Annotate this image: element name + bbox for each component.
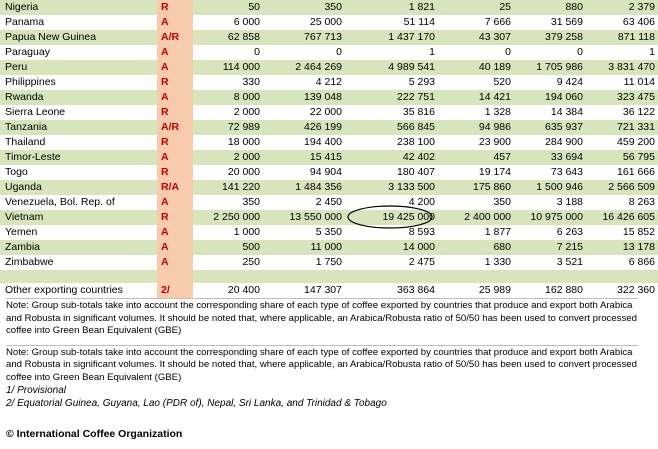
- table-row: [0, 60, 658, 75]
- value-cell: 350: [263, 0, 345, 15]
- footnote-other-countries: 2/ Equatorial Guinea, Guyana, Lao (PDR of), Nepal, Sri Lanka, and Trinidad & Tobago: [6, 398, 387, 409]
- country-cell: Rwanda: [0, 90, 157, 105]
- value-cell: 8 000: [193, 90, 263, 105]
- type-cell: 2/: [157, 283, 193, 298]
- value-cell: 284 900: [514, 135, 586, 150]
- value-cell: 2 000: [193, 105, 263, 120]
- table-row: [0, 105, 658, 120]
- table-row: [0, 15, 658, 30]
- value-cell: 1 877: [438, 225, 514, 240]
- value-cell: 25 989: [438, 283, 514, 298]
- value-cell: 5 293: [345, 75, 438, 90]
- value-cell: 194 400: [263, 135, 345, 150]
- value-cell: 500: [193, 240, 263, 255]
- value-cell: 1 437 170: [345, 30, 438, 45]
- value-cell: 9 424: [514, 75, 586, 90]
- table-row: [0, 120, 658, 135]
- value-cell: 141 220: [193, 180, 263, 195]
- value-cell: 50: [193, 0, 263, 15]
- type-cell: R: [157, 105, 193, 120]
- value-cell: 1 328: [438, 105, 514, 120]
- value-cell: 880: [514, 0, 586, 15]
- value-cell: 94 986: [438, 120, 514, 135]
- value-cell: 13 550 000: [263, 210, 345, 225]
- country-cell: Yemen: [0, 225, 157, 240]
- value-cell: 42 402: [345, 150, 438, 165]
- value-cell: 322 360: [586, 283, 658, 298]
- value-cell: 363 864: [345, 283, 438, 298]
- table-row: [0, 165, 658, 180]
- type-cell: A: [157, 15, 193, 30]
- value-cell: 350: [193, 195, 263, 210]
- value-cell: 13 178: [586, 240, 658, 255]
- value-cell: 147 307: [263, 283, 345, 298]
- value-cell: 15 852: [586, 225, 658, 240]
- value-cell: 162 880: [514, 283, 586, 298]
- value-cell: 36 122: [586, 105, 658, 120]
- value-cell: 40 189: [438, 60, 514, 75]
- value-cell: 4 212: [263, 75, 345, 90]
- value-cell: 7 215: [514, 240, 586, 255]
- country-cell: Zambia: [0, 240, 157, 255]
- country-cell: Thailand: [0, 135, 157, 150]
- value-cell: 238 100: [345, 135, 438, 150]
- note-text: Note: Group sub-totals take into account the corresponding share of each type of coffee exported by countries that produce and export both Arabica and Robusta in significant volumes. It should be noted that, where applicable, an Arabica/Robusta ratio of 50/50 has been used to convert processed coffee into Green Bean Equivalent (GBE): [6, 346, 637, 383]
- type-cell: A: [157, 195, 193, 210]
- value-cell: 721 331: [586, 120, 658, 135]
- country-cell: Other exporting countries: [0, 283, 157, 298]
- value-cell: 63 406: [586, 15, 658, 30]
- country-cell: Paraguay: [0, 45, 157, 60]
- value-cell: 2 475: [345, 255, 438, 270]
- value-cell: 3 133 500: [345, 180, 438, 195]
- value-cell: 6 866: [586, 255, 658, 270]
- country-cell: Philippines: [0, 75, 157, 90]
- value-cell: 161 666: [586, 165, 658, 180]
- value-cell: 139 048: [263, 90, 345, 105]
- value-cell: 0: [263, 45, 345, 60]
- table-row: [0, 135, 658, 150]
- country-cell: Peru: [0, 60, 157, 75]
- value-cell: 8 263: [586, 195, 658, 210]
- type-cell: R: [157, 0, 193, 15]
- type-cell: A: [157, 150, 193, 165]
- value-cell: 8 593: [345, 225, 438, 240]
- value-cell: 14 384: [514, 105, 586, 120]
- country-cell: Togo: [0, 165, 157, 180]
- type-cell: A: [157, 45, 193, 60]
- table-row: [0, 75, 658, 90]
- value-cell: 1 705 986: [514, 60, 586, 75]
- value-cell: 459 200: [586, 135, 658, 150]
- value-cell: 31 569: [514, 15, 586, 30]
- value-cell: 680: [438, 240, 514, 255]
- value-cell: 11 000: [263, 240, 345, 255]
- value-cell: 222 751: [345, 90, 438, 105]
- copyright-text: © International Coffee Organization: [6, 428, 183, 440]
- value-cell: 15 415: [263, 150, 345, 165]
- value-cell: 2 250 000: [193, 210, 263, 225]
- value-cell: 16 426 605: [586, 210, 658, 225]
- value-cell: 3 831 470: [586, 60, 658, 75]
- value-cell: 22 000: [263, 105, 345, 120]
- country-cell: Tanzania: [0, 120, 157, 135]
- table-row: [0, 240, 658, 255]
- value-cell: 6 000: [193, 15, 263, 30]
- table-row: [0, 255, 658, 270]
- other-countries-row: [0, 283, 658, 298]
- type-cell: A: [157, 255, 193, 270]
- value-cell: 19 174: [438, 165, 514, 180]
- value-cell: 56 795: [586, 150, 658, 165]
- value-cell: 1 821: [345, 0, 438, 15]
- value-cell: 62 858: [193, 30, 263, 45]
- value-cell: 11 014: [586, 75, 658, 90]
- value-cell: 10 975 000: [514, 210, 586, 225]
- value-cell: 2 566 509: [586, 180, 658, 195]
- footnote-provisional: 1/ Provisional: [6, 385, 67, 396]
- value-cell: 35 816: [345, 105, 438, 120]
- value-cell: 3 521: [514, 255, 586, 270]
- value-cell: 5 350: [263, 225, 345, 240]
- type-cell: A: [157, 90, 193, 105]
- value-cell: 2 464 269: [263, 60, 345, 75]
- value-cell: 1 484 356: [263, 180, 345, 195]
- value-cell: 1 500 946: [514, 180, 586, 195]
- type-cell: A/R: [157, 120, 193, 135]
- country-cell: Papua New Guinea: [0, 30, 157, 45]
- country-cell: Nigeria: [0, 0, 157, 15]
- value-cell: 19 425 000: [345, 210, 438, 225]
- value-cell: 14 000: [345, 240, 438, 255]
- table-row: [0, 225, 658, 240]
- value-cell: 180 407: [345, 165, 438, 180]
- type-cell: R: [157, 75, 193, 90]
- type-cell: A: [157, 60, 193, 75]
- value-cell: 1: [345, 45, 438, 60]
- value-cell: 23 900: [438, 135, 514, 150]
- value-cell: 635 937: [514, 120, 586, 135]
- value-cell: 2 400 000: [438, 210, 514, 225]
- value-cell: 4 989 541: [345, 60, 438, 75]
- value-cell: 379 258: [514, 30, 586, 45]
- value-cell: 1 000: [193, 225, 263, 240]
- value-cell: 2 379: [586, 0, 658, 15]
- value-cell: 1 750: [263, 255, 345, 270]
- country-cell: Sierra Leone: [0, 105, 157, 120]
- value-cell: 0: [514, 45, 586, 60]
- value-cell: 114 000: [193, 60, 263, 75]
- value-cell: 51 114: [345, 15, 438, 30]
- value-cell: 323 475: [586, 90, 658, 105]
- table-row: [0, 30, 658, 45]
- table-row: [0, 195, 658, 210]
- value-cell: 20 400: [193, 283, 263, 298]
- value-cell: 33 694: [514, 150, 586, 165]
- value-cell: 18 000: [193, 135, 263, 150]
- table-row: [0, 90, 658, 105]
- value-cell: 2 450: [263, 195, 345, 210]
- value-cell: 20 000: [193, 165, 263, 180]
- note-text: Note: Group sub-totals take into account the corresponding share of each type of coffee exported by countries that produce and export both Arabica and Robusta in significant volumes. It should be noted that, where applicable, an Arabica/Robusta ratio of 50/50 has been used to convert processed coffee into Green Bean Equivalent (GBE): [6, 300, 637, 336]
- type-cell: R: [157, 135, 193, 150]
- spacer-row: [0, 270, 658, 283]
- type-cell: A: [157, 225, 193, 240]
- value-cell: 2 000: [193, 150, 263, 165]
- value-cell: 520: [438, 75, 514, 90]
- value-cell: 0: [193, 45, 263, 60]
- value-cell: 1: [586, 45, 658, 60]
- type-cell: A: [157, 240, 193, 255]
- value-cell: 457: [438, 150, 514, 165]
- value-cell: 6 263: [514, 225, 586, 240]
- value-cell: 25: [438, 0, 514, 15]
- type-cell: R: [157, 210, 193, 225]
- value-cell: 194 060: [514, 90, 586, 105]
- value-cell: 350: [438, 195, 514, 210]
- value-cell: 330: [193, 75, 263, 90]
- value-cell: 175 860: [438, 180, 514, 195]
- country-cell: Vietnam: [0, 210, 157, 225]
- value-cell: 767 713: [263, 30, 345, 45]
- value-cell: 3 188: [514, 195, 586, 210]
- type-cell: R/A: [157, 180, 193, 195]
- notes-section: [6, 298, 638, 410]
- value-cell: 7 666: [438, 15, 514, 30]
- table-row: [0, 180, 658, 195]
- table-row: [0, 45, 658, 60]
- value-cell: 871 118: [586, 30, 658, 45]
- value-cell: 25 000: [263, 15, 345, 30]
- value-cell: 43 307: [438, 30, 514, 45]
- value-cell: 72 989: [193, 120, 263, 135]
- table-row: [0, 210, 658, 225]
- value-cell: 0: [438, 45, 514, 60]
- country-cell: Zimbabwe: [0, 255, 157, 270]
- value-cell: 566 845: [345, 120, 438, 135]
- value-cell: 1 330: [438, 255, 514, 270]
- country-cell: Venezuela, Bol. Rep. of: [0, 195, 157, 210]
- value-cell: 4 200: [345, 195, 438, 210]
- country-cell: Uganda: [0, 180, 157, 195]
- type-cell: A/R: [157, 30, 193, 45]
- value-cell: 426 199: [263, 120, 345, 135]
- table-row: [0, 0, 658, 15]
- table-row: [0, 150, 658, 165]
- value-cell: 14 421: [438, 90, 514, 105]
- country-cell: Timor-Leste: [0, 150, 157, 165]
- value-cell: 94 904: [263, 165, 345, 180]
- country-cell: Panama: [0, 15, 157, 30]
- value-cell: 73 643: [514, 165, 586, 180]
- type-cell: R: [157, 165, 193, 180]
- value-cell: 250: [193, 255, 263, 270]
